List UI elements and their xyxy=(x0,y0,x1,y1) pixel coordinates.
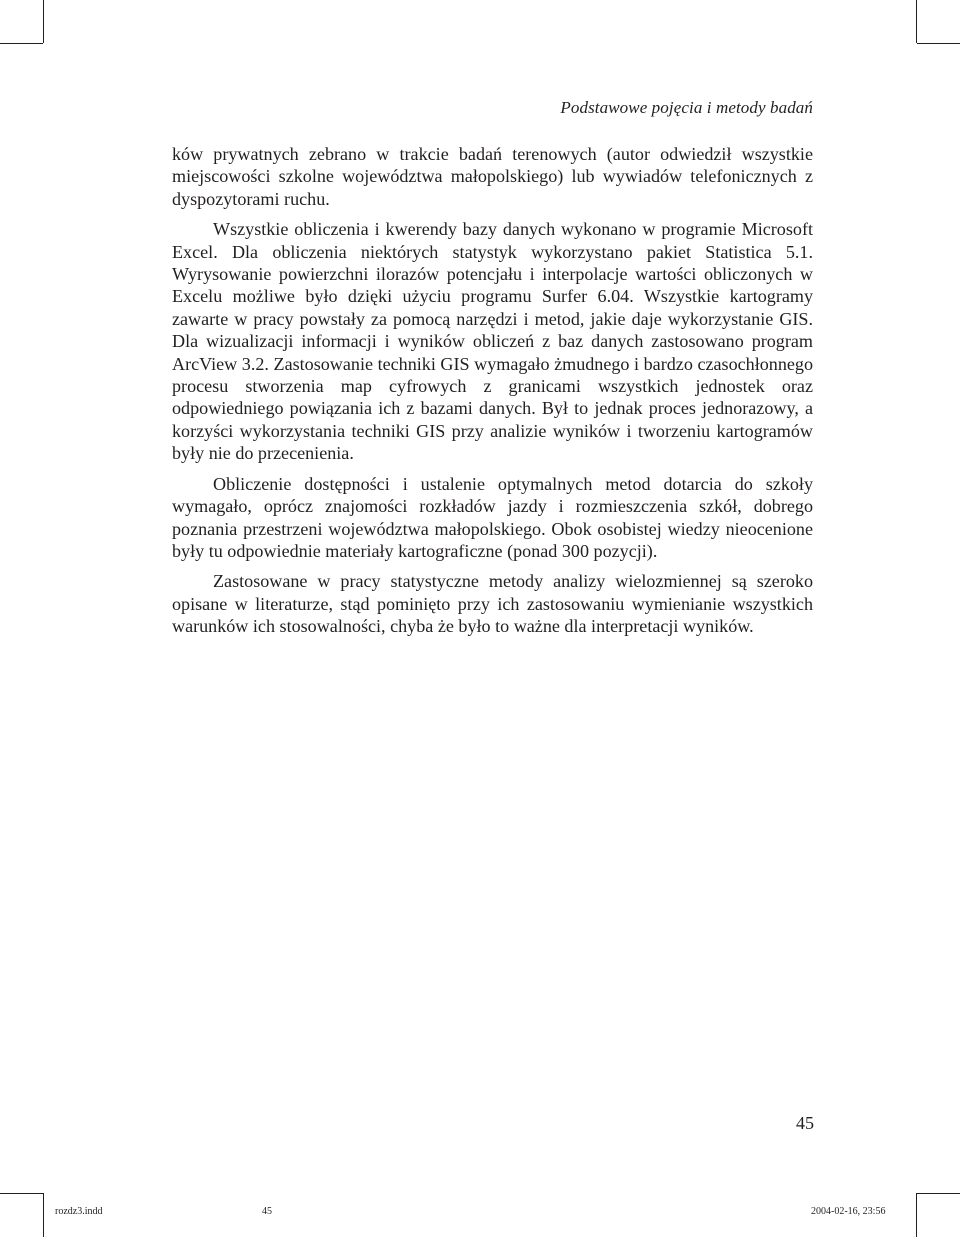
page-number: 45 xyxy=(796,1113,814,1133)
crop-mark xyxy=(916,1193,917,1237)
crop-mark xyxy=(43,0,44,43)
crop-mark xyxy=(0,43,43,44)
crop-mark xyxy=(0,1193,43,1194)
slug-timestamp: 2004-02-16, 23:56 xyxy=(811,1206,886,1217)
slug-page: 45 xyxy=(262,1206,272,1217)
paragraph: Obliczenie dostępności i ustalenie optymalnych metod dotarcia do szkoły wymagało, oprócz znajomości rozkładów jazdy i rozmieszczenia szkół, dobrego poznania przestrzeni województwa małopolskiego. Obok osobistej wiedzy nieocenione były tu odpowiednie materiały kartograficzne (ponad 300 pozycji). xyxy=(172,473,813,561)
paragraph: ków prywatnych zebrano w trakcie badań terenowych (autor odwiedził wszystkie miejscowości szkolne województwa małopolskiego) lub wywiadów telefonicznych z dyspozytorami ruchu. xyxy=(172,144,813,209)
running-head: Podstawowe pojęcia i metody badań xyxy=(560,98,813,117)
crop-mark xyxy=(917,43,960,44)
body-text xyxy=(172,143,813,646)
crop-mark xyxy=(43,1193,44,1237)
paragraph: Wszystkie obliczenia i kwerendy bazy danych wykonano w programie Microsoft Excel. Dla obliczenia niektórych statystyk wykorzystano pakiet Statistica 5.1. Wyrysowanie powierzchni ilorazów potencjału i interpolacje wartości obliczonych w Excelu możliwe było dzięki użyciu programu Surfer 6.04. Wszystkie kartogramy zawarte w pracy powstały za pomocą narzędzi i metod, jakie daje wykorzystanie GIS. Dla wizualizacji informacji i wyników obliczeń z baz danych zastosowano program ArcView 3.2. Zastosowanie techniki GIS wymagało żmudnego i bardzo czasochłonnego procesu stworzenia map cyfrowych z granicami wszystkich jednostek oraz odpowiedniego powiązania ich z bazami danych. Był to jednak proces jednorazowy, a korzyści wykorzystania techniki GIS przy analizie wyników i tworzeniu kartogramów były nie do przecenienia. xyxy=(172,219,813,464)
slug-filename: rozdz3.indd xyxy=(55,1206,103,1217)
crop-mark xyxy=(916,0,917,43)
paragraph: Zastosowane w pracy statystyczne metody analizy wielozmiennej są szeroko opisane w literaturze, stąd pominięto przy ich zastosowaniu wymienianie wszystkich warunków ich stosowalności, chyba że było to ważne dla interpretacji wyników. xyxy=(172,571,813,637)
crop-mark xyxy=(917,1193,960,1194)
